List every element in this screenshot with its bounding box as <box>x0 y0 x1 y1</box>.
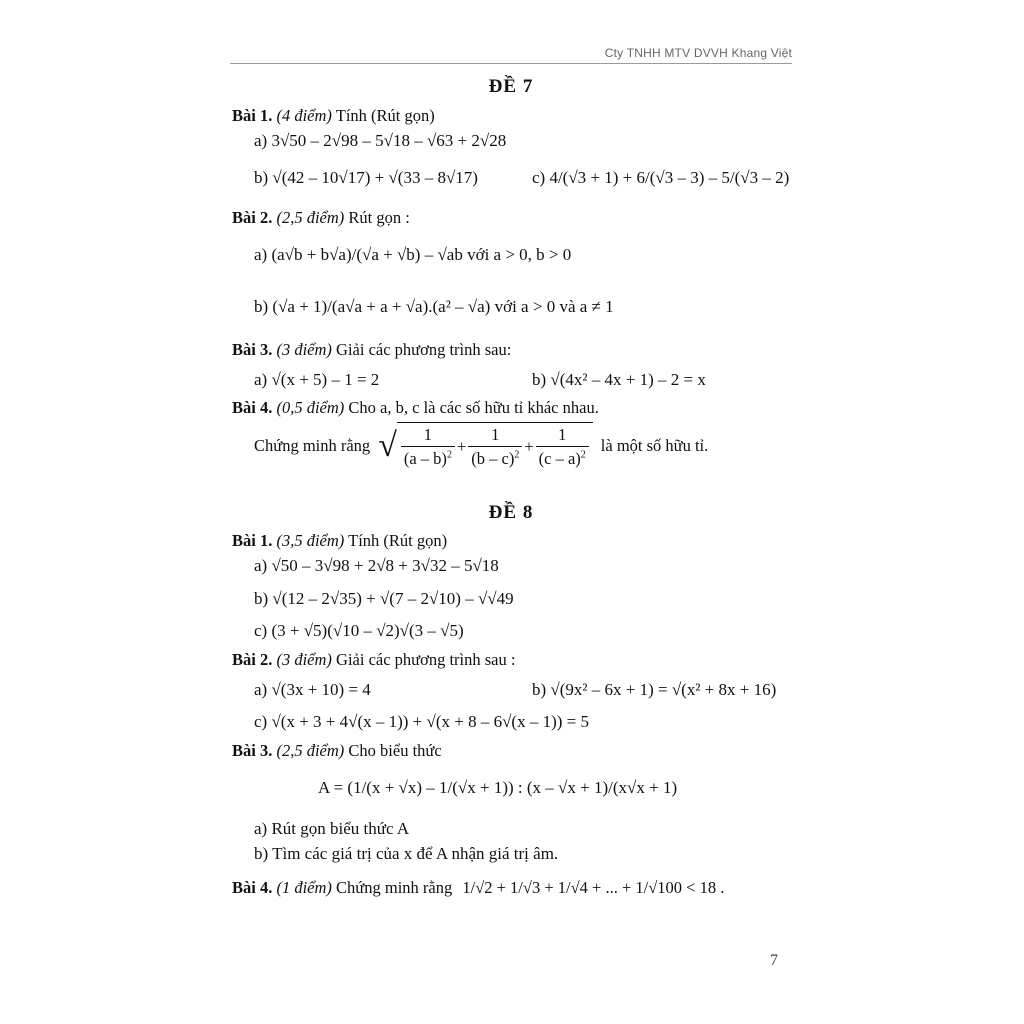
de8-bai3-heading <box>232 741 442 761</box>
de7-bai4-heading <box>232 398 599 418</box>
de8-bai3-label: Bài 3. <box>232 741 273 760</box>
de7-bai2-points: (2,5 điểm) <box>276 208 345 227</box>
de7-bai2-b: b) (√a + 1)/(a√a + a + √a).(a² – √a) với a > 0 và a ≠ 1 <box>254 297 614 316</box>
de7-bai1-points: (4 điểm) <box>276 106 332 125</box>
de7-bai3-label: Bài 3. <box>232 340 273 359</box>
de7-bai4-radicand: $\frac{1}{(a - b)^2}$ + $\frac{1}{(b - c)^2}$ + $\frac{1}{(c - a)^2}$ <box>397 422 593 469</box>
de8-bai2-b: b) √(9x² – 6x + 1) = √(x² + 8x + 16) <box>532 680 777 699</box>
exam-7-title: ĐỀ 7 <box>488 76 534 97</box>
de8-bai1-heading <box>232 531 447 551</box>
de8-bai3-b: b) Tìm các giá trị của x để A nhận giá trị âm. <box>254 844 559 863</box>
de7-bai4-text: Cho a, b, c là các số hữu tỉ khác nhau. <box>348 398 599 417</box>
de7-bai3-points: (3 điểm) <box>276 340 332 359</box>
de8-bai2-a: a) √(3x + 10) = 4 <box>254 680 371 699</box>
de8-bai1-a: a) √50 – 3√98 + 2√8 + 3√32 – 5√18 <box>254 556 499 575</box>
de7-bai1-label: Bài 1. <box>232 106 273 125</box>
page-number: 7 <box>770 952 778 969</box>
header-rule <box>230 63 792 64</box>
de8-bai3-points: (2,5 điểm) <box>276 741 345 760</box>
de8-bai3-text: Cho biểu thức <box>348 741 442 760</box>
de8-bai3-a: a) Rút gọn biểu thức A <box>254 819 410 838</box>
frac-ca: $\frac{1}{(c - a)^2}$ <box>536 425 589 469</box>
de8-bai4-points: (1 điểm) <box>276 878 332 897</box>
de7-bai3-text: Giải các phương trình sau: <box>336 340 512 359</box>
de7-bai4-proof <box>254 422 708 469</box>
de7-bai4-proof-end: là một số hữu tỉ. <box>600 435 709 455</box>
de7-bai3-b: b) √(4x² – 4x + 1) – 2 = x <box>532 370 706 389</box>
de8-bai4-heading <box>232 878 724 898</box>
de7-bai4-points: (0,5 điểm) <box>276 398 345 417</box>
exam-8-title: ĐỀ 8 <box>488 502 534 523</box>
de7-bai4-proof-start: Chứng minh rằng <box>254 435 371 455</box>
de7-bai1-a: a) 3√50 – 2√98 – 5√18 – √63 + 2√28 <box>254 131 507 150</box>
frac-bc: $\frac{1}{(b - c)^2}$ <box>468 425 522 469</box>
de8-bai1-c: c) (3 + √5)(√10 – √2)√(3 – √5) <box>254 621 464 640</box>
de7-bai2-label: Bài 2. <box>232 208 273 227</box>
frac-ab: $\frac{1}{(a - b)^2}$ <box>401 425 455 469</box>
de8-bai1-points: (3,5 điểm) <box>276 531 345 550</box>
de7-bai2-a: a) (a√b + b√a)/(√a + √b) – √ab với a > 0, b > 0 <box>254 245 572 264</box>
de8-bai1-text: Tính (Rút gọn) <box>348 531 448 550</box>
de7-bai1-heading <box>232 106 435 126</box>
de8-bai4-expression: 1/√2 + 1/√3 + 1/√4 + ... + 1/√100 < 18 . <box>462 878 725 897</box>
de7-bai3-a: a) √(x + 5) – 1 = 2 <box>254 370 380 389</box>
de8-bai2-points: (3 điểm) <box>276 650 332 669</box>
de7-bai1-c: c) 4/(√3 + 1) + 6/(√3 – 3) – 5/(√3 – 2) <box>532 168 790 187</box>
de8-bai1-b: b) √(12 – 2√35) + √(7 – 2√10) – √√49 <box>254 589 514 608</box>
publisher-header: Cty TNHH MTV DVVH Khang Việt <box>604 46 792 60</box>
de7-bai2-heading <box>232 208 410 228</box>
de8-bai1-label: Bài 1. <box>232 531 273 550</box>
de8-bai4-text: Chứng minh rằng <box>336 878 453 897</box>
de8-bai2-heading <box>232 650 515 670</box>
de7-bai1-text: Tính (Rút gọn) <box>335 106 435 125</box>
de8-bai2-label: Bài 2. <box>232 650 273 669</box>
de8-bai2-c: c) √(x + 3 + 4√(x – 1)) + √(x + 8 – 6√(x – 1)) = 5 <box>254 712 590 731</box>
de7-bai1-b: b) √(42 – 10√17) + √(33 – 8√17) <box>254 168 478 187</box>
de8-bai4-label: Bài 4. <box>232 878 273 897</box>
de7-bai4-label: Bài 4. <box>232 398 273 417</box>
radical-icon: √ <box>378 426 397 464</box>
de7-bai2-text: Rút gọn : <box>348 208 410 227</box>
de8-bai2-text: Giải các phương trình sau : <box>336 650 516 669</box>
de8-bai3-expression: A = (1/(x + √x) – 1/(√x + 1)) : (x – √x + 1)/(x√x + 1) <box>318 778 678 797</box>
de7-bai3-heading <box>232 340 511 360</box>
